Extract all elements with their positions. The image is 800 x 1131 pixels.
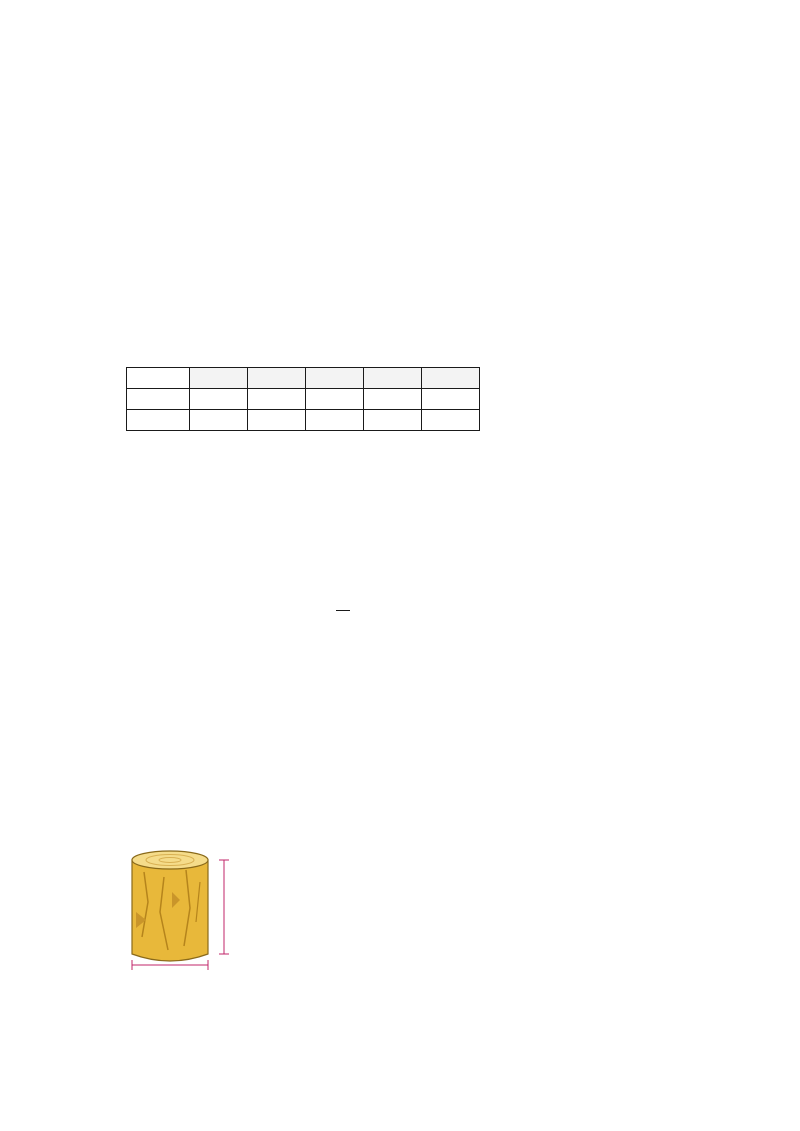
table-row-label xyxy=(127,410,190,431)
table-row xyxy=(127,389,480,410)
table-row-label xyxy=(127,389,190,410)
cylinder-top xyxy=(132,851,208,869)
table-header-cell xyxy=(190,368,248,389)
table-header-cell xyxy=(127,368,190,389)
score-table xyxy=(126,367,480,431)
table-cell xyxy=(422,410,480,431)
table-cell xyxy=(190,389,248,410)
table-cell xyxy=(248,389,306,410)
wood-cylinder-figure xyxy=(124,842,244,977)
table-header-cell xyxy=(422,368,480,389)
table-cell xyxy=(190,410,248,431)
table-row xyxy=(127,410,480,431)
table-header-cell xyxy=(364,368,422,389)
table-cell xyxy=(306,410,364,431)
table-cell xyxy=(422,389,480,410)
table-cell xyxy=(306,389,364,410)
fraction-bar xyxy=(336,610,350,611)
table-cell xyxy=(364,389,422,410)
table-header-cell xyxy=(248,368,306,389)
table-cell xyxy=(364,410,422,431)
table-header-cell xyxy=(306,368,364,389)
table-cell xyxy=(248,410,306,431)
question-6 xyxy=(121,614,681,635)
fraction xyxy=(336,608,350,613)
table-header-row xyxy=(127,368,480,389)
